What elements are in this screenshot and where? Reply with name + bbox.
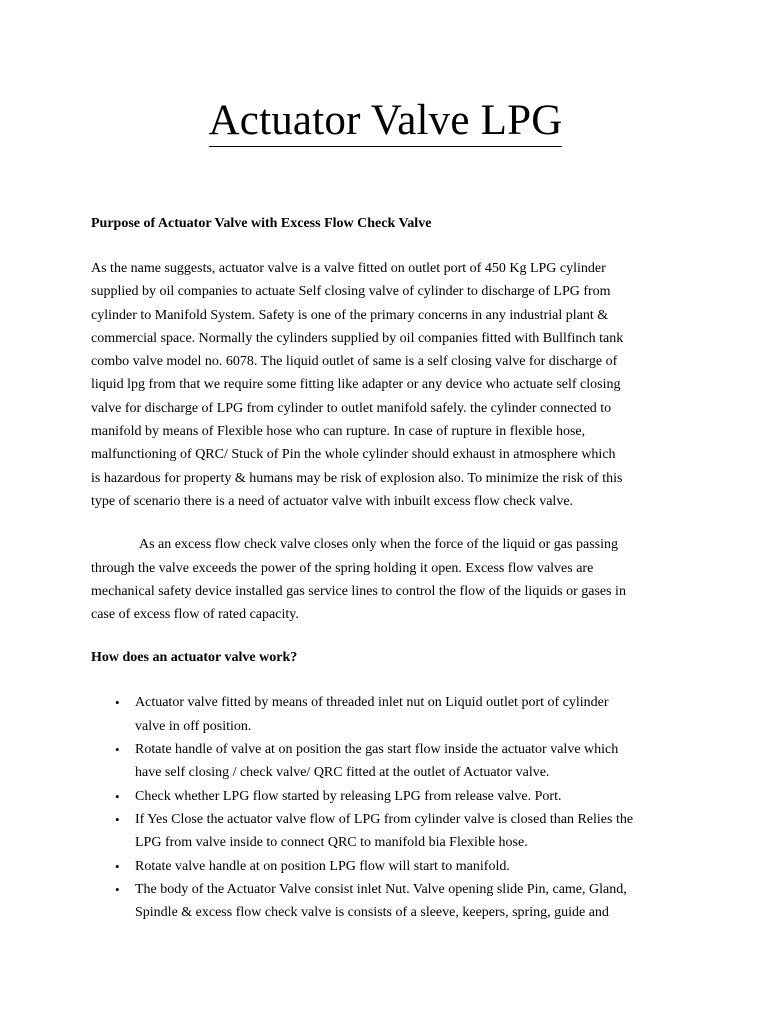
paragraph-line: is hazardous for property & humans may be risk of explosion also. To minimize the risk of this — [91, 470, 623, 486]
paragraph-line: liquid lpg from that we require some fitting like adapter or any device who actuate self closing — [91, 377, 621, 393]
paragraph-line: mechanical safety device installed gas service lines to control the flow of the liquids or gases in — [91, 583, 626, 599]
paragraph-line: commercial space. Normally the cylinders supplied by oil companies fitted with Bullfinch tank — [91, 330, 624, 346]
list-item — [91, 808, 680, 855]
list-item-line: If Yes Close the actuator valve flow of LPG from cylinder valve is closed than Relies the — [135, 811, 634, 827]
list-item — [91, 785, 680, 808]
bullet-icon: • — [115, 858, 120, 874]
list-item-line: valve in off position. — [135, 718, 252, 734]
title-container — [91, 96, 680, 154]
paragraph-line: As the name suggests, actuator valve is a valve fitted on outlet port of 450 Kg LPG cylinder — [91, 261, 606, 276]
list-item — [91, 878, 680, 925]
bullet-icon: • — [115, 742, 120, 758]
bullet-list — [91, 691, 680, 924]
section-heading-how-it-works: How does an actuator valve work? — [91, 650, 298, 666]
list-item-line: The body of the Actuator Valve consist inlet Nut. Valve opening slide Pin, came, Gland, — [135, 881, 627, 897]
paragraph-excess-flow — [91, 533, 680, 626]
list-item-line: Check whether LPG flow started by releasing LPG from release valve. Port. — [135, 788, 562, 804]
list-item-line: have self closing / check valve/ QRC fitted at the outlet of Actuator valve. — [135, 765, 550, 781]
document-title: Actuator Valve LPG — [209, 96, 563, 147]
bullet-icon: • — [115, 811, 120, 827]
bullet-icon: • — [115, 788, 120, 804]
paragraph-line: case of excess flow of rated capacity. — [91, 607, 299, 623]
paragraph-line: valve for discharge of LPG from cylinder to outlet manifold safely. the cylinder connected to — [91, 400, 612, 416]
paragraph-line: As an excess flow check valve closes only when the force of the liquid or gas passing — [139, 537, 618, 553]
paragraph-line: through the valve exceeds the power of the spring holding it open. Excess flow valves are — [91, 560, 594, 576]
paragraph-line: supplied by oil companies to actuate Self closing valve of cylinder to discharge of LPG from — [91, 284, 611, 300]
list-item — [91, 738, 680, 785]
list-item — [91, 691, 680, 738]
paragraph-line: manifold by means of Flexible hose who can rupture. In case of rupture in flexible hose, — [91, 424, 586, 440]
list-item-line: LPG from valve inside to connect QRC to manifold bia Flexible hose. — [135, 835, 528, 851]
list-item — [91, 855, 680, 878]
list-item-line: Rotate handle of valve at on position the gas start flow inside the actuator valve which — [135, 742, 619, 758]
paragraph-line: type of scenario there is a need of actuator valve with inbuilt excess flow check valve. — [91, 493, 574, 509]
bullet-icon: • — [115, 695, 120, 711]
paragraph-line: malfunctioning of QRC/ Stuck of Pin the whole cylinder should exhaust in atmosphere which — [91, 447, 616, 463]
paragraph-line: cylinder to Manifold System. Safety is one of the primary concerns in any industrial plant & — [91, 307, 609, 323]
paragraph-line: combo valve model no. 6078. The liquid outlet of same is a self closing valve for discharge of — [91, 354, 618, 370]
list-item-line: Rotate valve handle at on position LPG flow will start to manifold. — [135, 858, 510, 874]
bullet-icon: • — [115, 881, 120, 897]
list-item-line: Actuator valve fitted by means of threaded inlet nut on Liquid outlet port of cylinder — [135, 695, 609, 711]
list-item-line: Spindle & excess flow check valve is consists of a sleeve, keepers, spring, guide and — [135, 905, 609, 921]
paragraph-intro — [91, 257, 680, 513]
section-heading-purpose: Purpose of Actuator Valve with Excess Flow Check Valve — [91, 216, 432, 231]
